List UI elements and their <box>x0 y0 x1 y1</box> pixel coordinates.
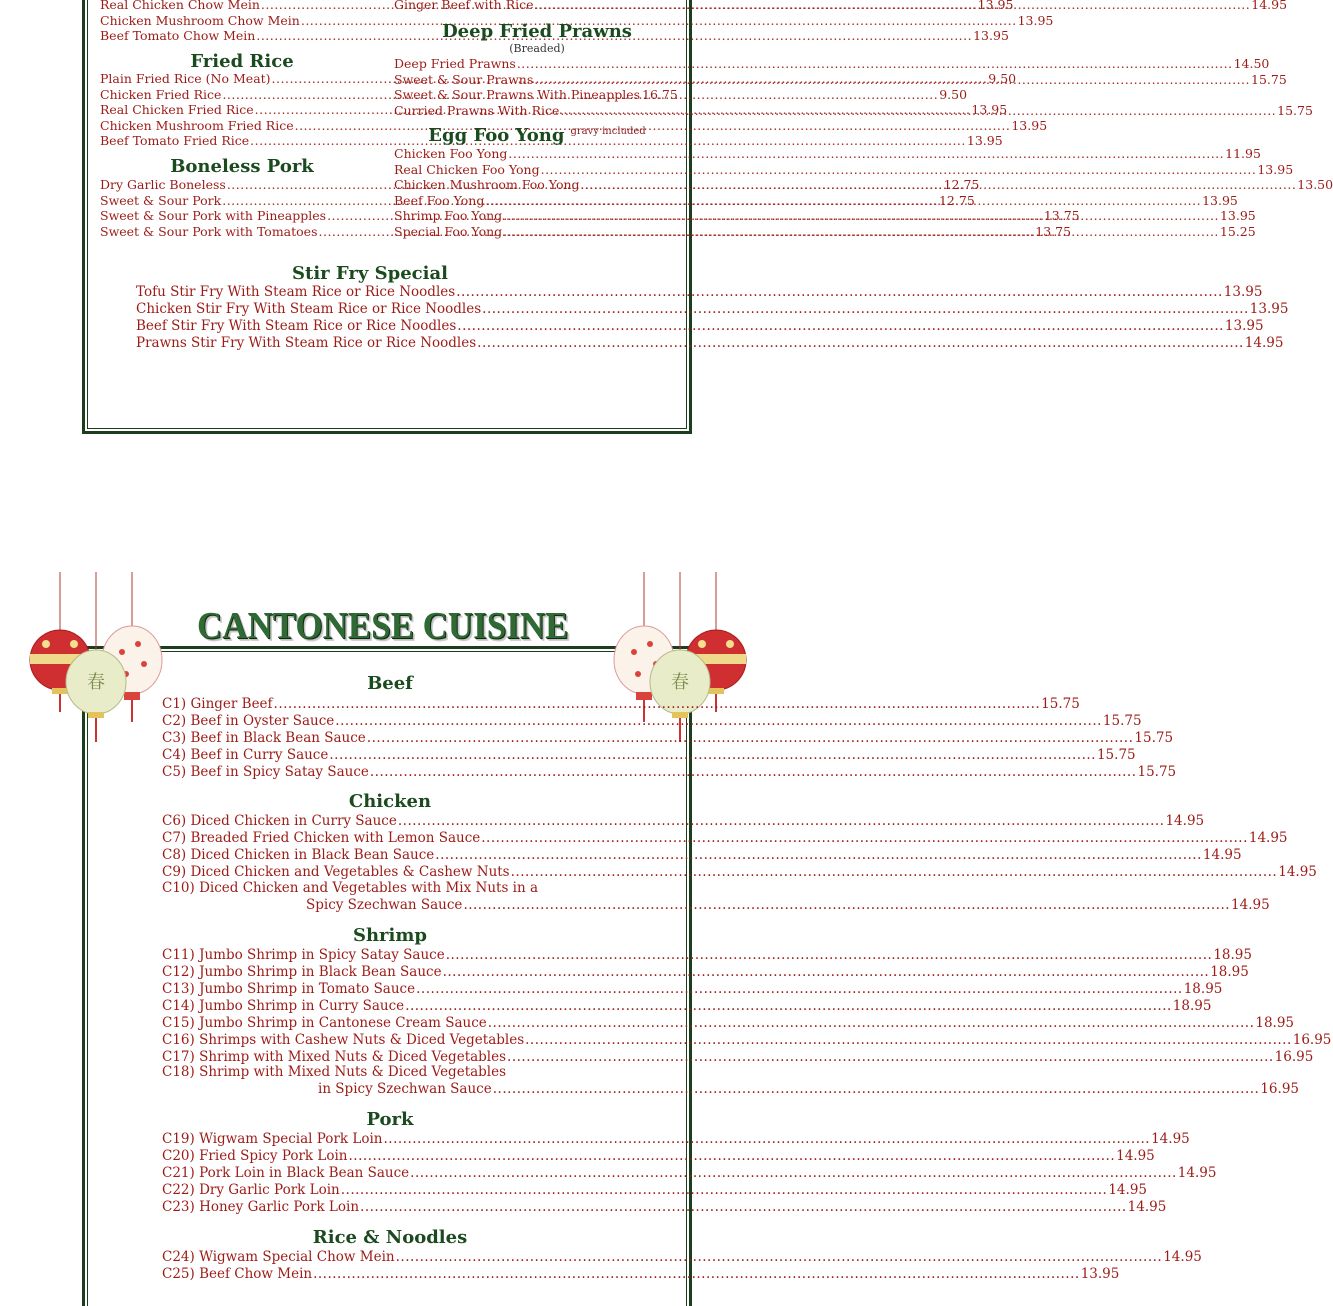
menu-item-price: 13.95 <box>1224 318 1264 334</box>
menu-item-name: Dry Garlic Boneless <box>100 177 226 192</box>
menu-item-name: C13) Jumbo Shrimp in Tomato Sauce <box>162 981 416 997</box>
menu-item-price: 16.75 <box>642 87 678 102</box>
menu-item <box>162 1131 1190 1148</box>
dot-leader <box>541 162 1257 177</box>
menu-item-name: Chicken Mushroom Fried Rice <box>100 117 294 133</box>
dot-leader <box>477 335 1244 352</box>
dot-leader <box>383 1131 1150 1148</box>
menu-item-name: Deep Fried Prawns <box>394 56 516 71</box>
menu-item-price: 14.95 <box>1177 1165 1217 1181</box>
dot-leader <box>396 1249 1163 1266</box>
menu-item-name: C19) Wigwam Special Pork Loin <box>162 1131 383 1147</box>
cantonese-cuisine-title: CANTONESE CUISINE <box>197 605 569 647</box>
menu-item-price: 16.95 <box>1274 1049 1314 1065</box>
dot-leader <box>341 1182 1108 1199</box>
menu-item-price: 15.75 <box>1134 730 1174 746</box>
menu-item-name: Chicken Fried Rice <box>100 86 222 102</box>
menu-item-price: 14.95 <box>1165 813 1205 829</box>
menu-item <box>394 56 1270 71</box>
menu-item-price: 15.75 <box>1277 102 1313 118</box>
menu-item-price: 13.95 <box>1223 284 1263 300</box>
menu-item-price: 13.95 <box>1017 12 1054 28</box>
menu-item <box>162 998 1212 1015</box>
menu-item <box>162 813 1205 830</box>
dot-leader <box>507 1049 1274 1066</box>
menu-item-name: Special Foo Yong <box>394 223 503 239</box>
menu-item <box>162 964 1249 981</box>
svg-text:春: 春 <box>87 672 105 693</box>
pork-heading: Pork <box>366 1109 414 1130</box>
menu-item-price: 13.75 <box>1035 223 1072 239</box>
menu-item-price: 15.75 <box>1137 764 1177 780</box>
menu-item-price: 11.95 <box>1225 146 1261 161</box>
menu-item <box>162 764 1177 781</box>
menu-item <box>162 696 1080 713</box>
egg-foo-yong-title: Egg Foo Yong <box>428 125 565 146</box>
menu-item <box>394 146 1261 161</box>
menu-item <box>162 830 1288 847</box>
dot-leader <box>517 56 1233 71</box>
menu-item <box>162 1165 1217 1182</box>
menu-item-name: Beef Tomato Fried Rice <box>100 133 250 148</box>
dot-leader <box>503 208 1219 223</box>
menu-item-price: 18.95 <box>1172 998 1212 1014</box>
menu-item <box>162 847 1242 864</box>
beef-heading: Beef <box>367 673 413 694</box>
menu-item <box>162 1249 1202 1266</box>
dot-leader <box>535 0 1251 12</box>
menu-item-name: Chicken Stir Fry With Steam Rice or Rice Noodles <box>136 301 482 317</box>
menu-item-name: C23) Honey Garlic Pork Loin <box>162 1199 360 1215</box>
menu-item-name: C6) Diced Chicken in Curry Sauce <box>162 813 397 829</box>
menu-item-name: Prawns Stir Fry With Steam Rice or Rice Noodles <box>136 335 477 351</box>
dot-leader <box>370 764 1137 781</box>
menu-item <box>136 284 1263 301</box>
menu-item-price: 14.95 <box>1248 830 1288 846</box>
dot-leader <box>313 1266 1080 1283</box>
menu-item-price: 15.75 <box>1251 71 1287 87</box>
deep-fried-prawns-subtitle: (Breaded) <box>509 42 565 55</box>
menu-item <box>136 318 1264 335</box>
dot-leader <box>581 177 1297 192</box>
menu-item-name: Chicken Foo Yong <box>394 146 508 161</box>
menu-item-price: 15.25 <box>1219 223 1256 239</box>
menu-item-name: C21) Pork Loin in Black Bean Sauce <box>162 1165 410 1181</box>
menu-item-price: 14.95 <box>1251 0 1288 12</box>
dot-leader <box>508 146 1224 161</box>
dot-leader <box>405 998 1172 1015</box>
chicken-heading: Chicken <box>348 791 432 812</box>
menu-item-name: C1) Ginger Beef <box>162 696 273 712</box>
menu-item-price: 14.95 <box>1108 1182 1147 1198</box>
menu-item-price: 15.75 <box>1096 747 1136 763</box>
menu-item-price: 18.95 <box>1183 981 1223 997</box>
menu-item-name: Beef Foo Yong <box>394 192 485 208</box>
menu-item-price: 13.50 <box>1297 177 1333 192</box>
menu-item-price: 18.95 <box>1210 964 1249 980</box>
menu-item <box>162 864 1317 881</box>
menu-item-name: C9) Diced Chicken and Vegetables & Cashew Nuts <box>162 864 510 880</box>
menu-item-name: C20) Fried Spicy Pork Loin <box>162 1148 348 1164</box>
menu-item-name: Shrimp Foo Yong <box>394 208 503 223</box>
menu-item-name: C7) Breaded Fried Chicken with Lemon Sauce <box>162 830 481 846</box>
dot-leader <box>435 847 1202 864</box>
menu-item-price: 13.95 <box>1080 1266 1120 1282</box>
dot-leader <box>481 830 1248 847</box>
menu-item-price: 16.95 <box>1292 1032 1332 1048</box>
menu-item-name: C15) Jumbo Shrimp in Cantonese Cream Sauce <box>162 1015 487 1031</box>
menu-item-name: Sweet & Sour Pork <box>100 192 222 208</box>
menu-item-name: C4) Beef in Curry Sauce <box>162 747 329 763</box>
menu-item-name: Sweet & Sour Pork with Tomatoes <box>100 223 318 239</box>
svg-text:春: 春 <box>671 672 689 693</box>
menu-item <box>136 335 1284 352</box>
dot-leader <box>456 284 1223 301</box>
dot-leader <box>560 103 1276 118</box>
menu-item-name: Beef Tomato Chow Mein <box>100 28 256 43</box>
egg-foo-yong-note: gravy included <box>570 126 646 137</box>
menu-item-price: 14.95 <box>1244 335 1284 351</box>
menu-item-price: 13.95 <box>1257 161 1294 177</box>
menu-item-name: C3) Beef in Black Bean Sauce <box>162 730 366 746</box>
rice-noodles-heading: Rice & Noodles <box>312 1227 468 1248</box>
menu-item-name: C22) Dry Garlic Pork Loin <box>162 1182 340 1198</box>
menu-item <box>162 947 1252 964</box>
menu-item-price: 9.50 <box>988 71 1017 86</box>
menu-item-name: C24) Wigwam Special Chow Mein <box>162 1249 395 1265</box>
dot-leader <box>503 224 1219 239</box>
menu-item-price: 13.95 <box>1202 192 1238 208</box>
menu-item <box>136 301 1289 318</box>
menu-item-name: C8) Diced Chicken in Black Bean Sauce <box>162 847 435 863</box>
dot-leader <box>274 696 1041 713</box>
menu-item-name: C11) Jumbo Shrimp in Spicy Satay Sauce <box>162 947 445 963</box>
dot-leader <box>360 1199 1127 1216</box>
menu-item <box>162 1182 1147 1199</box>
stir-fry-special-heading: Stir Fry Special <box>292 263 448 284</box>
menu-item-name: Ginger Beef with Rice <box>394 0 534 12</box>
dot-leader <box>367 730 1134 747</box>
menu-item-price: 13.75 <box>1043 208 1080 223</box>
menu-item-price: 14.95 <box>1127 1199 1167 1215</box>
menu-item <box>162 1266 1120 1283</box>
menu-item-name: C16) Shrimps with Cashew Nuts & Diced Vegetables <box>162 1032 525 1048</box>
menu-item-name: C5) Beef in Spicy Satay Sauce <box>162 764 369 780</box>
menu-item <box>162 1199 1167 1216</box>
menu-item-name: Sweet & Sour Prawns <box>394 71 534 87</box>
menu-item-name: Tofu Stir Fry With Steam Rice or Rice Noodles <box>136 284 456 300</box>
dot-leader <box>511 864 1278 881</box>
c10-line1: C10) Diced Chicken and Vegetables with Mix Nuts in a <box>162 880 539 896</box>
menu-item <box>394 161 1294 177</box>
menu-item-price: 9.50 <box>939 86 968 102</box>
menu-item-name: C2) Beef in Oyster Sauce <box>162 713 335 729</box>
dot-leader <box>416 981 1183 998</box>
menu-item-price: 14.95 <box>1163 1249 1202 1265</box>
menu-item-name: Beef Stir Fry With Steam Rice or Rice Noodles <box>136 318 457 334</box>
menu-item-price: 18.95 <box>1213 947 1252 963</box>
menu-item <box>162 747 1136 764</box>
menu-item-price: 14.95 <box>1278 864 1317 880</box>
lantern-cluster-left-icon <box>26 572 166 744</box>
menu-item <box>100 12 1054 28</box>
shrimp-heading: Shrimp <box>352 925 428 946</box>
dot-leader <box>398 813 1165 830</box>
dot-leader <box>410 1165 1177 1182</box>
menu-item <box>162 981 1223 998</box>
egg-foo-yong-heading <box>394 125 680 146</box>
menu-item-name: Sweet & Sour Prawns With Pineapples <box>394 87 641 102</box>
menu-item-price: 15.75 <box>1041 696 1080 712</box>
menu-item-name: Real Chicken Chow Mein <box>100 0 260 12</box>
menu-item-price: 14.95 <box>1116 1148 1155 1164</box>
menu-item-price: 14.95 <box>1202 847 1242 863</box>
menu-item-name: C25) Beef Chow Mein <box>162 1266 313 1282</box>
dot-leader <box>443 964 1210 981</box>
menu-item-price: 14.50 <box>1233 56 1270 71</box>
menu-item <box>162 713 1142 730</box>
menu-item-price: 12.75 <box>943 177 980 192</box>
c18-line1: C18) Shrimp with Mixed Nuts & Diced Vegetables <box>162 1064 507 1080</box>
dot-leader <box>534 72 1250 87</box>
dot-leader <box>482 301 1249 318</box>
fried-rice-heading: Fried Rice <box>190 51 294 72</box>
menu-item <box>394 87 678 102</box>
menu-item-price: 12.75 <box>938 192 975 208</box>
dot-leader <box>525 1032 1292 1049</box>
dot-leader <box>335 713 1102 730</box>
menu-item <box>162 1032 1332 1049</box>
menu-item-name: Real Chicken Fried Rice <box>100 102 254 117</box>
menu-item-name: C14) Jumbo Shrimp in Curry Sauce <box>162 998 405 1014</box>
deep-fried-prawns-heading: Deep Fried Prawns <box>442 21 632 42</box>
menu-item-price: 13.95 <box>977 0 1014 12</box>
dot-leader <box>457 318 1224 335</box>
dot-leader <box>349 1148 1116 1165</box>
menu-item-name: Sweet & Sour Pork with Pineapples <box>100 208 327 223</box>
menu-item-price: 15.75 <box>1102 713 1142 729</box>
menu-item-name: Chicken Mushroom Foo Yong <box>394 177 580 192</box>
menu-item-name: Plain Fried Rice (No Meat) <box>100 71 271 86</box>
dot-leader <box>446 947 1213 964</box>
menu-item-price: 13.95 <box>1249 301 1289 317</box>
menu-item <box>162 1015 1295 1032</box>
menu-item <box>162 730 1174 747</box>
dot-leader <box>329 747 1096 764</box>
c10-line2: Spicy Szechwan Sauce ..... 14.95 <box>306 897 594 914</box>
menu-item-name: Real Chicken Foo Yong <box>394 161 540 177</box>
dot-leader <box>488 1015 1255 1032</box>
menu-item-price: 13.95 <box>966 133 1003 148</box>
menu-item-name: C17) Shrimp with Mixed Nuts & Diced Vegetables <box>162 1049 507 1065</box>
menu-item-name: Chicken Mushroom Chow Mein <box>100 12 300 28</box>
menu-item-price: 14.95 <box>1151 1131 1190 1147</box>
menu-item-name: C12) Jumbo Shrimp in Black Bean Sauce <box>162 964 442 980</box>
menu-item-name: Curried Prawns With Rice <box>394 102 560 118</box>
menu-item-price: 18.95 <box>1255 1015 1295 1031</box>
menu-item <box>162 1148 1155 1165</box>
dot-leader <box>485 193 1201 208</box>
boneless-pork-heading: Boneless Pork <box>170 156 314 177</box>
menu-item-price: 13.95 <box>973 28 1009 43</box>
c18-line2: in Spicy Szechwan Sauce ..... 16.95 <box>318 1081 594 1098</box>
menu-item-price: 13.95 <box>1219 208 1256 223</box>
menu-item-price: 13.95 <box>1011 117 1048 133</box>
menu-item-price: 13.95 <box>971 102 1008 117</box>
